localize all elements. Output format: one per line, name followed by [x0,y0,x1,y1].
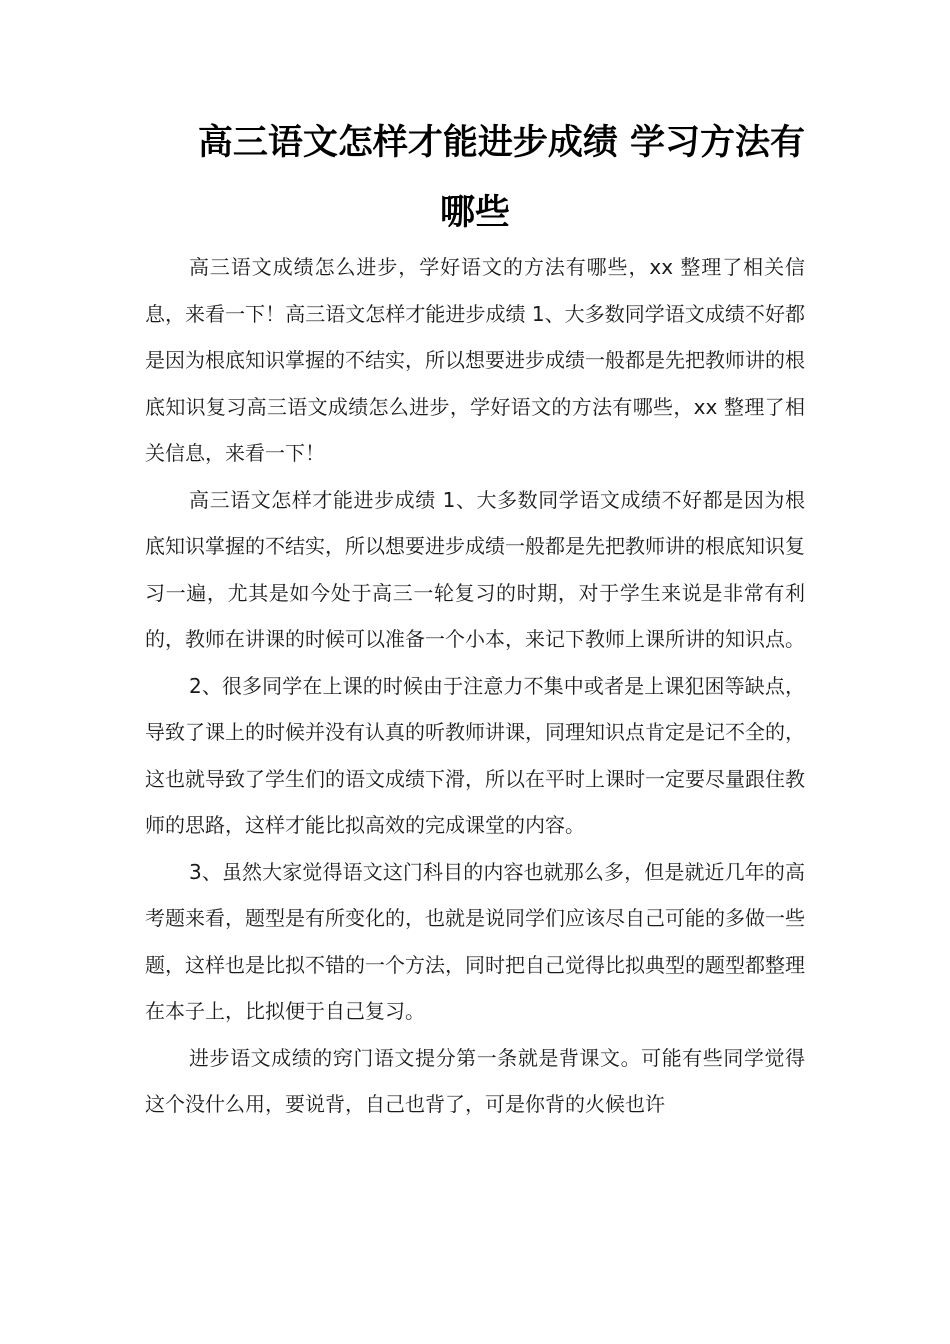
paragraph-point-3: 3、虽然大家觉得语文这门科目的内容也就那么多，但是就近几年的高考题来看，题型是有所变化的，也就是说同学们应该尽自己可能的多做一些题，这样也是比拟不错的一个方法，同时把自己觉得比拟典型的题型都整理在本子上，比拟便于自己复习。 [145,859,805,1023]
paragraph-tips: 进步语文成绩的窍门语文提分第一条就是背课文。可能有些同学觉得这个没什么用，要说背，自己也背了，可是你背的火候也许 [145,1045,805,1116]
paragraph-intro: 高三语文成绩怎么进步，学好语文的方法有哪些，xx 整理了相关信息，来看一下！高三语文怎样才能进步成绩 1、大多数同学语文成绩不好都是因为根底知识掌握的不结实，所以想要进步成绩一般都是先把教师讲的根底知识复习高三语文成绩怎么进步，学好语文的方法有哪些，xx 整理了相关信息，来看一下！ [145,255,805,465]
document-title [145,108,805,248]
document-body [145,244,805,1128]
paragraph-point-2: 2、很多同学在上课的时候由于注意力不集中或者是上课犯困等缺点，导致了课上的时候并没有认真的听教师讲课，同理知识点肯定是记不全的，这也就导致了学生们的语文成绩下滑，所以在平时上课时一定要尽量跟住教师的思路，这样才能比拟高效的完成课堂的内容。 [145,673,805,837]
title-line-2: 哪些 [439,192,510,233]
title-line-1: 高三语文怎样才能进步成绩 学习方法有 [197,122,805,163]
paragraph-point-1: 高三语文怎样才能进步成绩 1、大多数同学语文成绩不好都是因为根底知识掌握的不结实，所以想要进步成绩一般都是先把教师讲的根底知识复习一遍，尤其是如今处于高三一轮复习的时期，对于学生来说是非常有利的，教师在讲课的时候可以准备一个小本，来记下教师上课所讲的知识点。 [145,487,805,651]
